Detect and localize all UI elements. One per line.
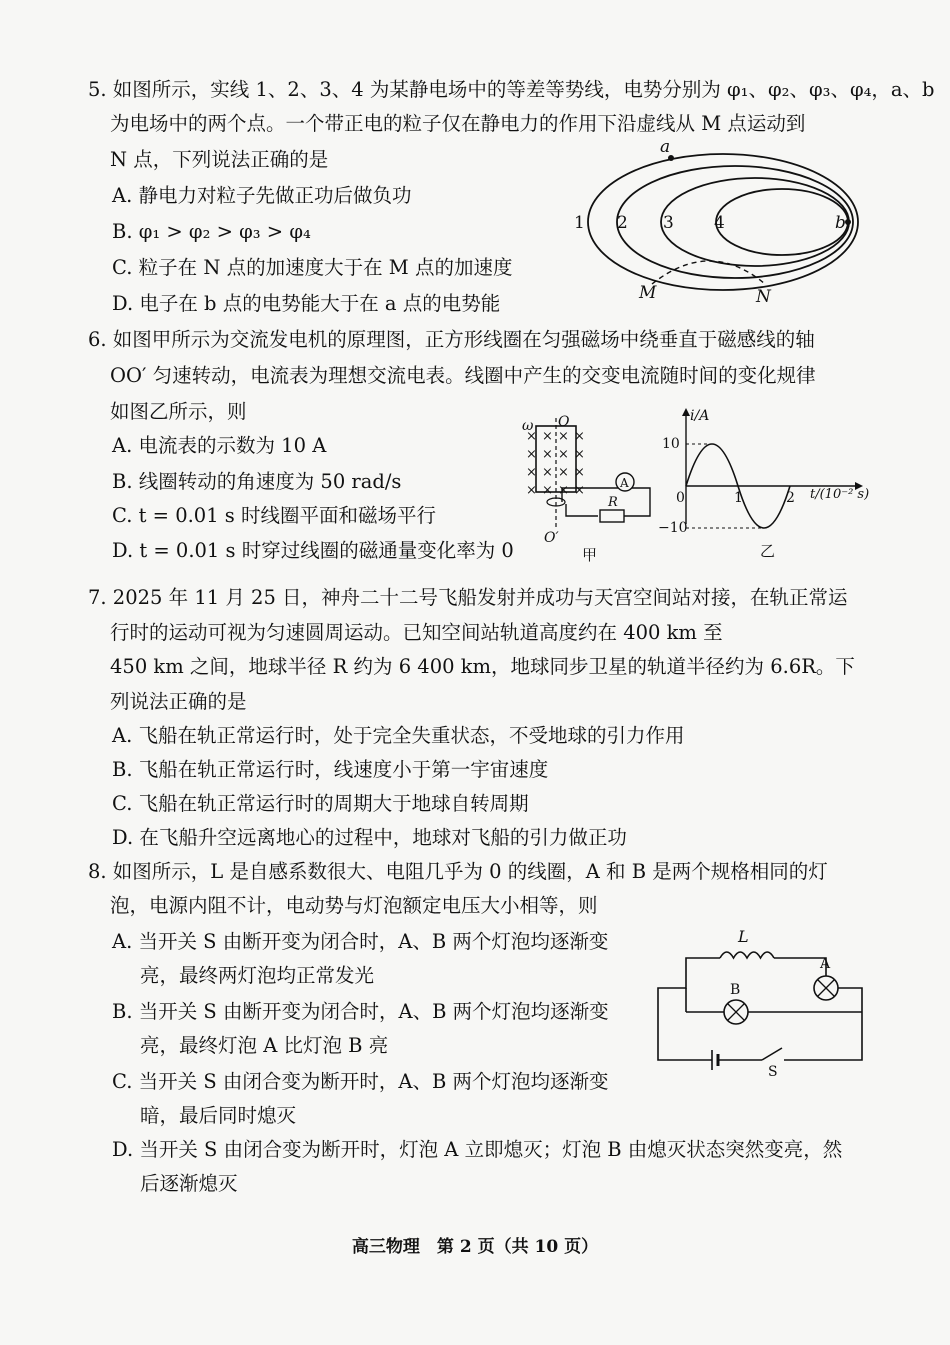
q5-option-b: B. φ₁ > φ₂ > φ₃ > φ₄ <box>112 220 311 243</box>
page-footer: 高三物理 第 2 页（共 10 页） <box>351 1237 599 1257</box>
x-tick-0: 0 <box>676 490 685 506</box>
q8-option-a-line2: 亮，最终两灯泡均正常发光 <box>140 964 375 987</box>
resistor <box>600 510 624 522</box>
svg-text:×: × <box>558 465 569 480</box>
particle-trajectory <box>652 261 765 284</box>
label-A: A <box>820 956 831 972</box>
inductor <box>720 952 774 958</box>
q8-option-c-line2: 暗，最后同时熄灭 <box>140 1104 297 1127</box>
y-tick-pos: 10 <box>662 436 680 452</box>
q6-option-a: A. 电流表的示数为 10 A <box>112 434 327 457</box>
label-M: M <box>639 283 657 303</box>
q5-option-d: D. 电子在 b 点的电势能大于在 a 点的电势能 <box>112 292 501 315</box>
q6-generator-figure <box>522 416 662 566</box>
O-bottom-label: O′ <box>544 530 559 546</box>
svg-text:×: × <box>574 429 585 444</box>
q8-line1: 8. 如图所示，L 是自感系数很大、电阻几乎为 0 的线圈，A 和 B 是两个规格相同的灯 <box>88 860 828 883</box>
q6-option-d: D. t = 0.01 s 时穿过线圈的磁通量变化率为 0 <box>112 539 514 562</box>
equipotential-line-2 <box>617 166 853 278</box>
svg-text:×: × <box>526 447 537 462</box>
ammeter-label: A <box>620 476 629 490</box>
q5-line3: N 点，下列说法正确的是 <box>110 148 329 171</box>
q5-equipotential-figure <box>560 137 880 310</box>
svg-text:×: × <box>574 465 585 480</box>
O-top-label: O <box>558 414 570 430</box>
resistor-label: R <box>608 495 618 510</box>
label-L: L <box>738 927 749 946</box>
q6-line1: 6. 如图甲所示为交流发电机的原理图，正方形线圈在匀强磁场中绕垂直于磁感线的轴 <box>88 328 815 351</box>
svg-text:×: × <box>526 483 537 498</box>
q8-option-a-line1: A. 当开关 S 由断开变为闭合时，A、B 两个灯泡均逐渐变 <box>112 930 609 953</box>
q6-option-b: B. 线圈转动的角速度为 50 rad/s <box>112 470 402 493</box>
t-axis-label: t/(10⁻² s) <box>810 487 870 502</box>
q7-line4: 列说法正确的是 <box>110 690 247 713</box>
svg-text:×: × <box>558 447 569 462</box>
svg-text:×: × <box>558 483 569 498</box>
label-1: 1 <box>574 213 585 233</box>
svg-text:×: × <box>542 465 553 480</box>
q8-line2: 泡，电源内阻不计，电动势与灯泡额定电压大小相等，则 <box>110 894 598 917</box>
q5-option-a: A. 静电力对粒子先做正功后做负功 <box>112 184 412 207</box>
equipotential-line-4 <box>716 189 848 255</box>
q5-line2: 为电场中的两个点。一个带正电的粒子仅在静电力的作用下沿虚线从 M 点运动到 <box>110 112 806 135</box>
q7-option-b: B. 飞船在轨正常运行时，线速度小于第一宇宙速度 <box>112 758 549 781</box>
q5-option-c: C. 粒子在 N 点的加速度大于在 M 点的加速度 <box>112 256 513 279</box>
label-B: B <box>730 982 741 998</box>
q8-option-b-line2: 亮，最终灯泡 A 比灯泡 B 亮 <box>140 1034 389 1057</box>
caption-yi: 乙 <box>760 542 776 560</box>
svg-text:×: × <box>526 429 537 444</box>
svg-text:×: × <box>542 429 553 444</box>
label-b: b <box>835 213 846 233</box>
svg-text:×: × <box>526 465 537 480</box>
label-2: 2 <box>617 213 628 233</box>
caption-jia: 甲 <box>582 546 598 564</box>
svg-text:×: × <box>558 429 569 444</box>
svg-text:×: × <box>574 483 585 498</box>
q7-line3: 450 km 之间，地球半径 R 约为 6 400 km，地球同步卫星的轨道半径约为 6.6R。下 <box>110 655 855 678</box>
q7-option-a: A. 飞船在轨正常运行时，处于完全失重状态，不受地球的引力作用 <box>112 724 685 747</box>
q8-option-c-line1: C. 当开关 S 由闭合变为断开时，A、B 两个灯泡均逐渐变 <box>112 1070 609 1093</box>
svg-text:×: × <box>574 447 585 462</box>
q6-current-graph <box>650 406 880 566</box>
q8-option-d-line1: D. 当开关 S 由闭合变为断开时，灯泡 A 立即熄灭；灯泡 B 由熄灭状态突然变亮，然 <box>112 1138 843 1161</box>
q6-line2: OO′ 匀速转动，电流表为理想交流电表。线圈中产生的交变电流随时间的变化规律 <box>110 364 816 387</box>
q7-line1: 7. 2025 年 11 月 25 日，神舟二十二号飞船发射并成功与天宫空间站对接，在轨正常运 <box>88 586 848 609</box>
i-axis-label: i/A <box>690 408 710 424</box>
q8-option-d-line2: 后逐渐熄灭 <box>140 1172 238 1195</box>
label-S: S <box>768 1064 778 1080</box>
label-N: N <box>756 287 771 307</box>
label-3: 3 <box>663 213 674 233</box>
q8-option-b-line1: B. 当开关 S 由断开变为闭合时，A、B 两个灯泡均逐渐变 <box>112 1000 609 1023</box>
x-tick-1: 1 <box>734 490 743 506</box>
q7-option-c: C. 飞船在轨正常运行时的周期大于地球自转周期 <box>112 792 529 815</box>
omega-label: ω <box>522 418 534 434</box>
q6-line3: 如图乙所示，则 <box>110 400 247 423</box>
label-4: 4 <box>714 213 725 233</box>
svg-text:×: × <box>542 483 553 498</box>
q7-option-d: D. 在飞船升空远离地心的过程中，地球对飞船的引力做正功 <box>112 826 627 849</box>
q6-option-c: C. t = 0.01 s 时线圈平面和磁场平行 <box>112 504 437 527</box>
q7-line2: 行时的运动可视为匀速圆周运动。已知空间站轨道高度约在 400 km 至 <box>110 621 723 644</box>
label-a: a <box>660 137 671 157</box>
switch <box>762 1048 782 1060</box>
y-tick-neg: −10 <box>658 520 688 536</box>
q5-line1: 5. 如图所示，实线 1、2、3、4 为某静电场中的等差等势线，电势分别为 φ₁、φ₂、φ₃、φ₄，a、b <box>88 78 935 101</box>
q8-circuit-figure <box>650 926 880 1080</box>
svg-text:×: × <box>542 447 553 462</box>
point-b-dot <box>845 219 851 225</box>
x-tick-2: 2 <box>786 490 795 506</box>
